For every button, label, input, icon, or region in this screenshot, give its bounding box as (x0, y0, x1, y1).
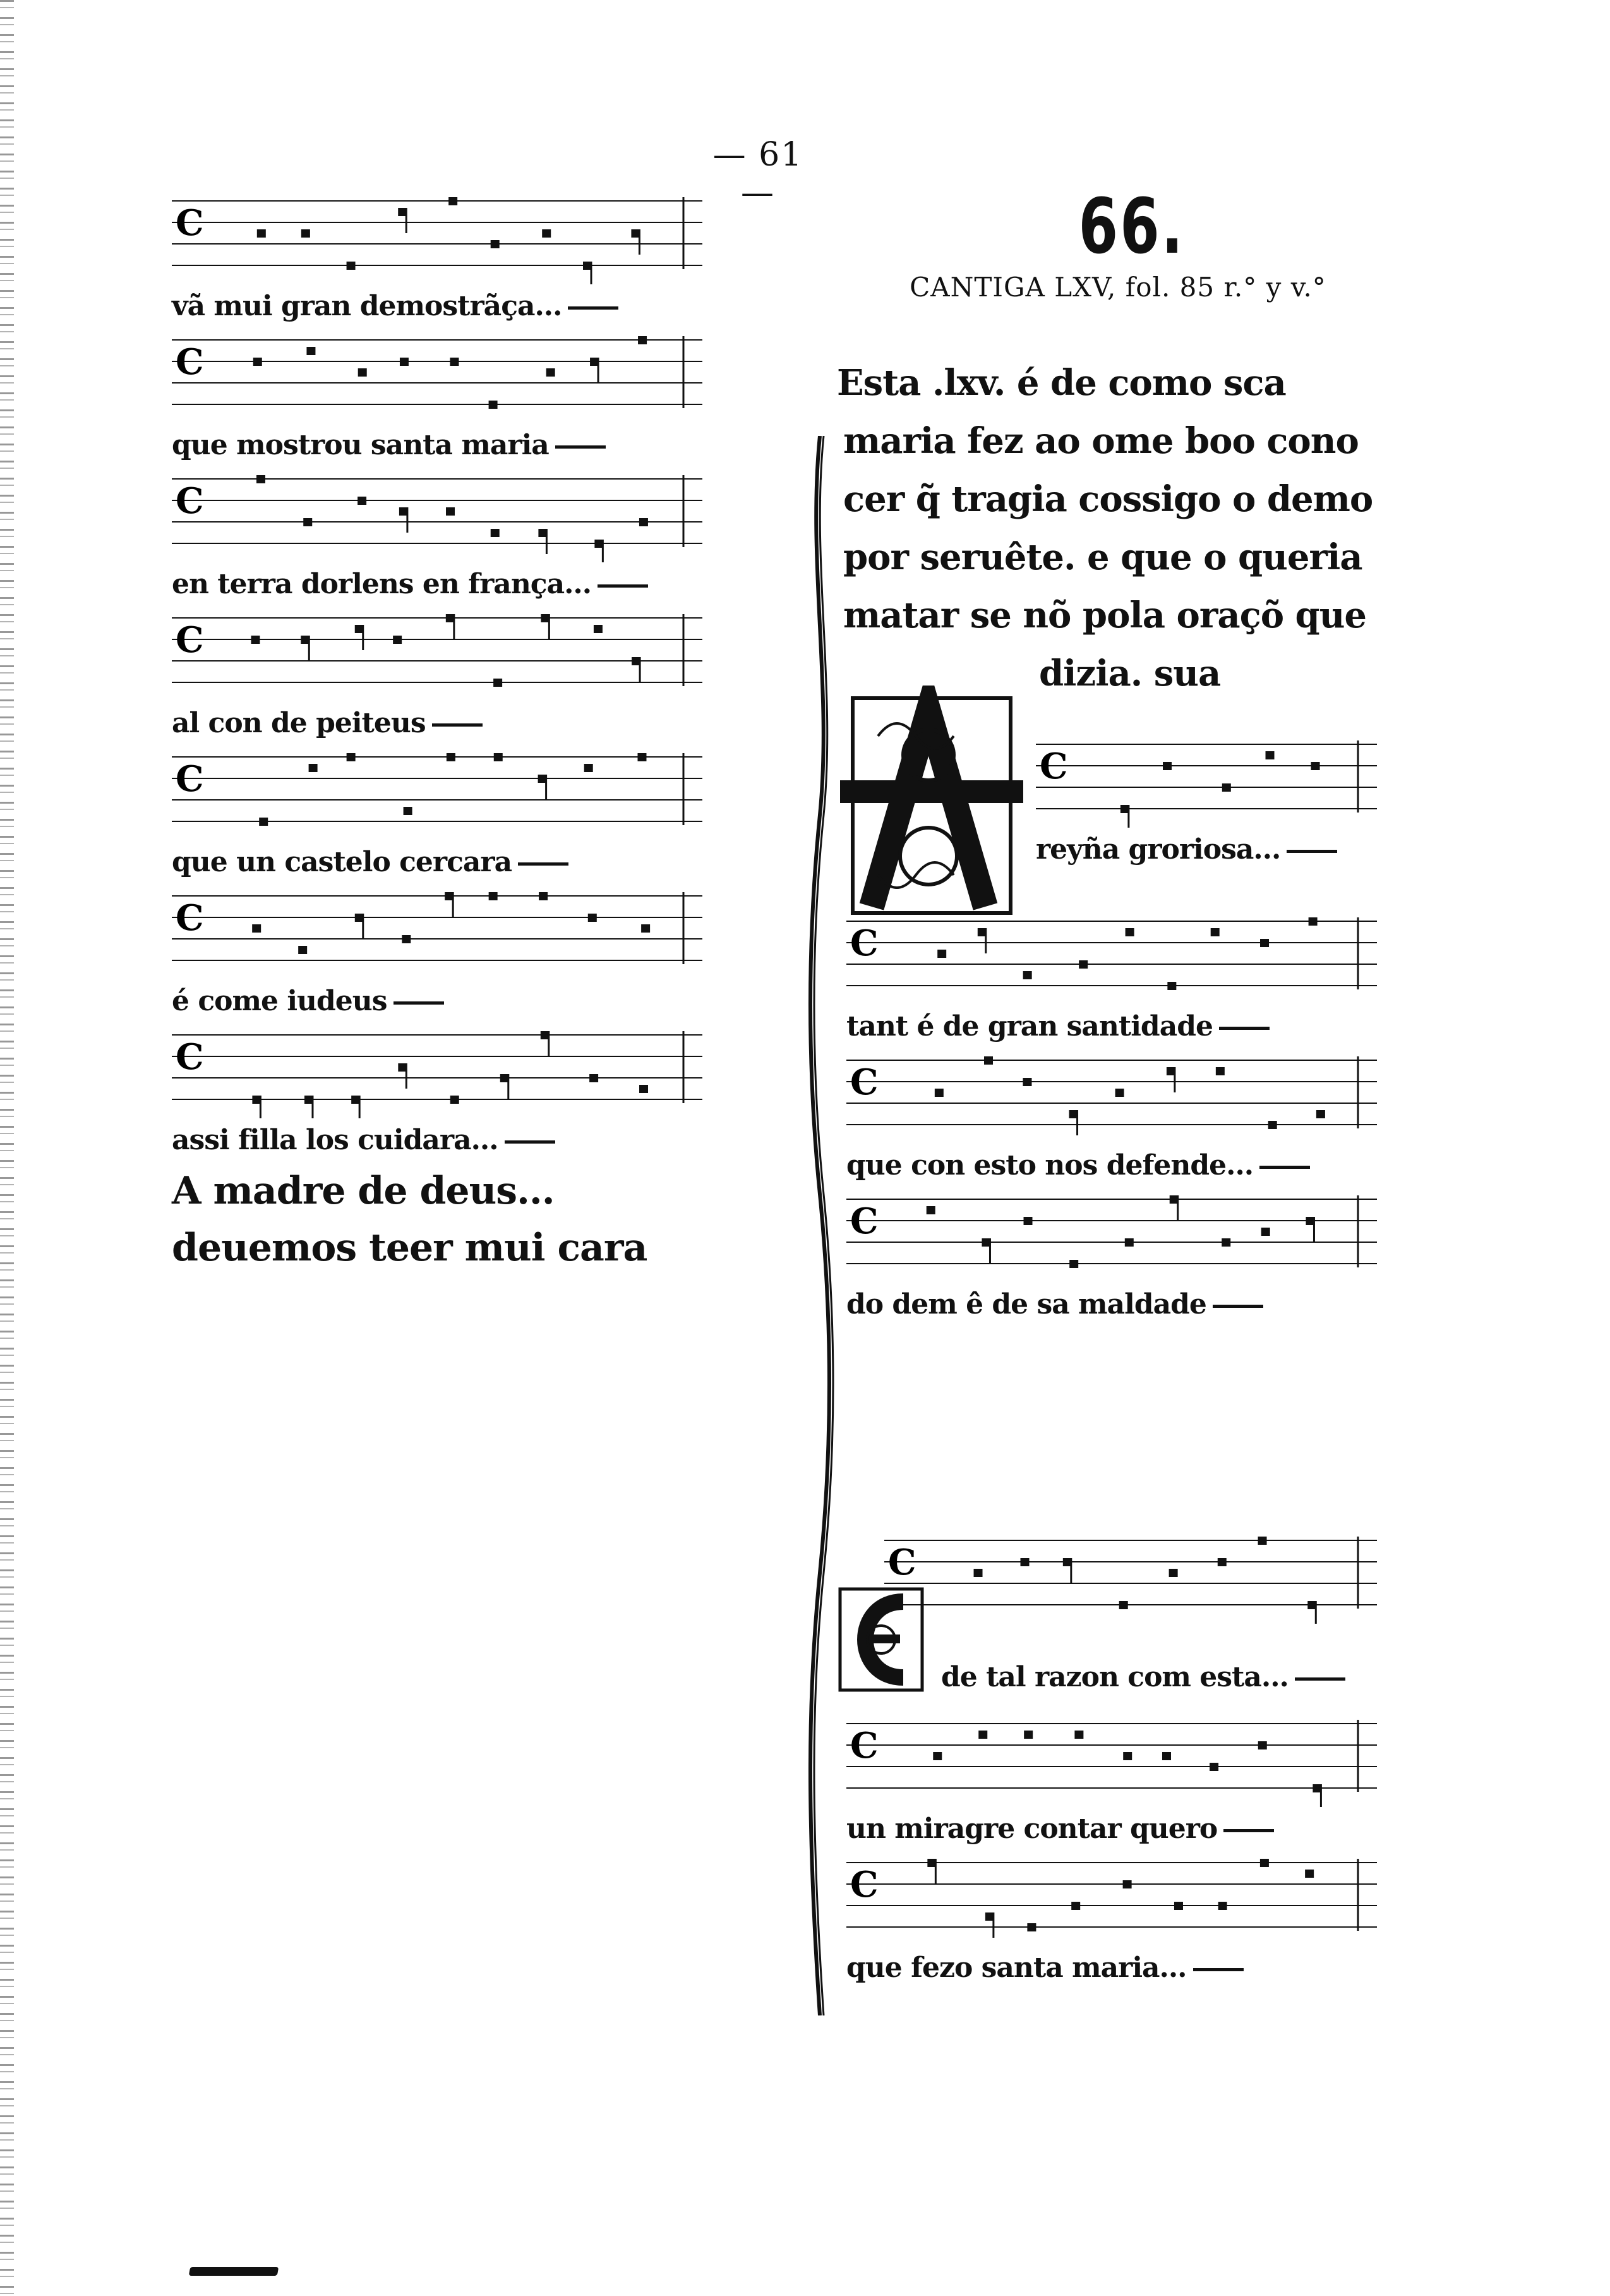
staff (172, 885, 702, 979)
staff (172, 746, 702, 840)
neume-note (1174, 1902, 1183, 1910)
neume-note (253, 358, 262, 366)
line-filler (555, 445, 606, 449)
neume-note (588, 914, 597, 922)
lyric-line (172, 423, 702, 468)
neume-note (259, 818, 268, 826)
right-music-block-d (846, 1712, 1377, 1990)
neume-note (1258, 1537, 1267, 1545)
neume-note (1218, 1902, 1227, 1910)
c-clef-icon: C (850, 1864, 879, 1906)
vine-border-decoration (801, 436, 839, 2015)
staff-notation (846, 1049, 1377, 1144)
neume-note (1123, 1880, 1132, 1888)
music-system (172, 1024, 702, 1163)
neume-note (1024, 1217, 1033, 1225)
c-clef-icon: C (850, 1061, 879, 1103)
staff (172, 1024, 702, 1118)
neume-note (309, 764, 318, 772)
neume-note (1222, 1238, 1230, 1247)
neume-note (1027, 1923, 1036, 1931)
neume-note (546, 368, 555, 377)
lyric-text: do dem ê de sa maldade (846, 1288, 1206, 1320)
staff-notation (172, 746, 702, 840)
neume-note (491, 529, 500, 537)
line-filler (1287, 850, 1337, 853)
neume-note (493, 679, 502, 687)
c-clef-icon: C (850, 1725, 879, 1767)
lyric-line (172, 840, 702, 885)
neume-note (1167, 982, 1176, 990)
staff-notation (172, 468, 702, 562)
staff (846, 1712, 1377, 1807)
neume-note (594, 625, 603, 633)
neume-note (933, 1752, 942, 1760)
neume-note (447, 753, 455, 761)
rubric-line: cer q̃ tragia cossigo o demo (843, 478, 1373, 520)
staff (172, 607, 702, 701)
lyric-line (1036, 828, 1377, 872)
line-filler (432, 723, 483, 727)
neume-note (1261, 1228, 1270, 1236)
neume-note (927, 1206, 935, 1214)
neume-note (1316, 1110, 1325, 1118)
c-clef-icon: C (888, 1542, 916, 1583)
neume-note (446, 507, 455, 516)
neume-note (489, 401, 498, 409)
closing-line: deuemos teer mui cara (172, 1226, 647, 1270)
neume-note (584, 764, 593, 772)
lyric-text: que un castelo cercara (172, 846, 512, 878)
neume-note (400, 358, 409, 366)
neume-note (1218, 1558, 1227, 1566)
neume-note (935, 1089, 944, 1097)
neume-note (1266, 751, 1275, 759)
neume-note (393, 636, 402, 644)
neume-note (448, 197, 457, 205)
neume-note (251, 636, 260, 644)
c-clef-icon: C (176, 480, 204, 522)
closing-line: A madre de deus... (172, 1169, 555, 1213)
neume-note (589, 1074, 598, 1082)
rubric (837, 354, 1380, 703)
neume-note (256, 475, 265, 483)
line-filler (1193, 1968, 1244, 1971)
neume-note (1023, 1078, 1031, 1086)
cantiga-number: 66. (1078, 183, 1185, 271)
staff-notation (846, 1712, 1377, 1807)
neume-note (539, 892, 548, 900)
c-clef-icon: C (176, 1036, 204, 1078)
staff-notation (172, 607, 702, 701)
neume-note (1222, 783, 1231, 792)
neume-note (542, 229, 551, 238)
neume-note (358, 368, 367, 377)
lyric-text: que con esto nos defende... (846, 1149, 1254, 1181)
lyric-line (846, 1946, 1377, 1990)
neume-note (1268, 1121, 1277, 1129)
neume-note (301, 229, 310, 238)
scan-mark (189, 2267, 279, 2276)
c-clef-icon: C (1040, 746, 1068, 787)
music-system (172, 607, 702, 746)
neume-note (1210, 1763, 1218, 1771)
neume-note (1163, 762, 1172, 770)
neume-note (1119, 1601, 1128, 1609)
neume-note (1258, 1741, 1267, 1749)
neume-note (1211, 928, 1220, 936)
neume-note (252, 924, 261, 933)
right-music-block-b (846, 910, 1377, 1327)
neume-note (1162, 1752, 1171, 1760)
lyric-line (846, 1807, 1377, 1851)
rubric-line: dizia. sua (1039, 653, 1221, 694)
c-clef-icon: C (850, 922, 879, 964)
staff-notation (846, 910, 1377, 1005)
neume-note (402, 935, 411, 943)
neume-note (303, 518, 312, 526)
lyric-line (846, 1283, 1377, 1327)
neume-note (1071, 1902, 1080, 1910)
music-system (172, 746, 702, 885)
neume-note (978, 1731, 987, 1739)
neume-note (1125, 1238, 1134, 1247)
line-filler (518, 862, 568, 866)
music-system (846, 1049, 1377, 1188)
music-system (846, 1712, 1377, 1851)
music-system (172, 468, 702, 607)
lyric-text: reyña groriosa... (1036, 833, 1281, 866)
neume-note (1126, 928, 1134, 936)
neume-note (347, 753, 356, 761)
lyric-text: un miragre contar quero (846, 1813, 1218, 1845)
left-column (172, 190, 702, 1276)
staff-notation (172, 1024, 702, 1118)
line-filler (505, 1140, 555, 1144)
staff (846, 1049, 1377, 1144)
neume-note (1021, 1558, 1030, 1566)
neume-note (1216, 1067, 1225, 1075)
lyric-line (941, 1655, 1383, 1700)
line-filler (393, 1001, 444, 1005)
neume-note (491, 240, 500, 248)
rubric-line: por seruête. e que o queria (843, 536, 1362, 578)
staff-notation (1036, 733, 1377, 828)
lyric-line (172, 979, 702, 1024)
neume-note (489, 892, 498, 900)
neume-note (306, 347, 315, 355)
c-clef-icon: C (850, 1200, 879, 1242)
line-filler (568, 306, 618, 310)
staff (1036, 733, 1377, 828)
music-system (846, 1188, 1377, 1327)
staff (172, 468, 702, 562)
lyric-line (846, 1005, 1377, 1049)
line-filler (1223, 1829, 1274, 1832)
c-clef-icon: C (176, 202, 204, 244)
lyric-text: de tal razon com esta... (941, 1661, 1289, 1693)
neume-note (404, 807, 412, 815)
neume-note (639, 518, 648, 526)
staff-notation (846, 1188, 1377, 1283)
lyric-text: que mostrou santa maria (172, 429, 549, 461)
neume-note (937, 950, 946, 958)
music-system (846, 910, 1377, 1049)
staff (846, 910, 1377, 1005)
rubric-line: maria fez ao ome boo cono (843, 420, 1359, 462)
right-lyric-c (941, 1655, 1383, 1700)
staff (846, 1188, 1377, 1283)
staff (172, 329, 702, 423)
neume-note (1023, 971, 1032, 979)
lyric-line (846, 1144, 1377, 1188)
page-number: — 61 — (712, 136, 803, 212)
c-clef-icon: C (176, 619, 204, 661)
neume-note (641, 924, 650, 933)
neume-note (1079, 960, 1088, 969)
neume-note (357, 497, 366, 505)
neume-note (347, 262, 356, 270)
neume-note (450, 358, 459, 366)
neume-note (450, 1096, 459, 1104)
music-system (846, 1851, 1377, 1990)
staff-notation (172, 190, 702, 284)
lyric-text: que fezo santa maria... (846, 1952, 1187, 1984)
line-filler (598, 584, 648, 588)
lyric-text: vã mui gran demostrãça... (172, 290, 562, 322)
c-clef-icon: C (176, 341, 204, 383)
neume-note (1069, 1260, 1078, 1268)
c-clef-icon: C (176, 758, 204, 800)
right-music-block-a (1036, 733, 1377, 872)
neume-note (984, 1056, 993, 1065)
line-filler (1295, 1677, 1345, 1681)
lyric-text: en terra dorlens en frança... (172, 568, 592, 600)
line-filler (1259, 1166, 1310, 1169)
rubric-line: matar se nõ pola oraçõ que (843, 595, 1367, 636)
staff-notation (884, 1529, 1377, 1624)
neume-note (1123, 1752, 1132, 1760)
staff-notation (846, 1851, 1377, 1946)
neume-note (1169, 1569, 1178, 1577)
rubric-line: Esta .lxv. é de como sca (837, 362, 1286, 404)
neume-note (1260, 939, 1269, 947)
lyric-line (172, 1118, 702, 1163)
music-system (172, 190, 702, 329)
neume-note (257, 229, 266, 238)
neume-note (1305, 1870, 1314, 1878)
neume-note (637, 753, 646, 761)
c-clef-icon: C (176, 897, 204, 939)
neume-note (1309, 917, 1318, 926)
staff-notation (172, 885, 702, 979)
neume-note (1115, 1089, 1124, 1097)
staff (884, 1529, 1377, 1624)
line-filler (1213, 1305, 1263, 1308)
illuminated-initial-a (815, 686, 1048, 926)
staff (846, 1851, 1377, 1946)
staff-notation (172, 329, 702, 423)
neume-note (974, 1569, 983, 1577)
cantiga-reference: CANTIGA LXV, fol. 85 r.° y v.° (910, 272, 1326, 303)
scan-edge (0, 0, 14, 2296)
neume-note (639, 1085, 648, 1093)
lyric-line (172, 284, 702, 329)
right-music-block-c (884, 1529, 1377, 1624)
neume-note (1074, 1731, 1083, 1739)
lyric-text: assi filla los cuidara... (172, 1124, 498, 1156)
lyric-line (172, 701, 702, 746)
neume-note (1260, 1859, 1269, 1867)
music-system (172, 329, 702, 468)
line-filler (1219, 1027, 1270, 1030)
music-system (172, 885, 702, 1024)
lyric-text: tant é de gran santidade (846, 1010, 1213, 1042)
neume-note (298, 946, 307, 954)
staff (172, 190, 702, 284)
lyric-text: é come iudeus (172, 985, 387, 1017)
lyric-line (172, 562, 702, 607)
neume-note (638, 336, 647, 344)
neume-note (1024, 1731, 1033, 1739)
lyric-text: al con de peiteus (172, 707, 426, 739)
neume-note (1311, 762, 1320, 770)
neume-note (494, 753, 503, 761)
